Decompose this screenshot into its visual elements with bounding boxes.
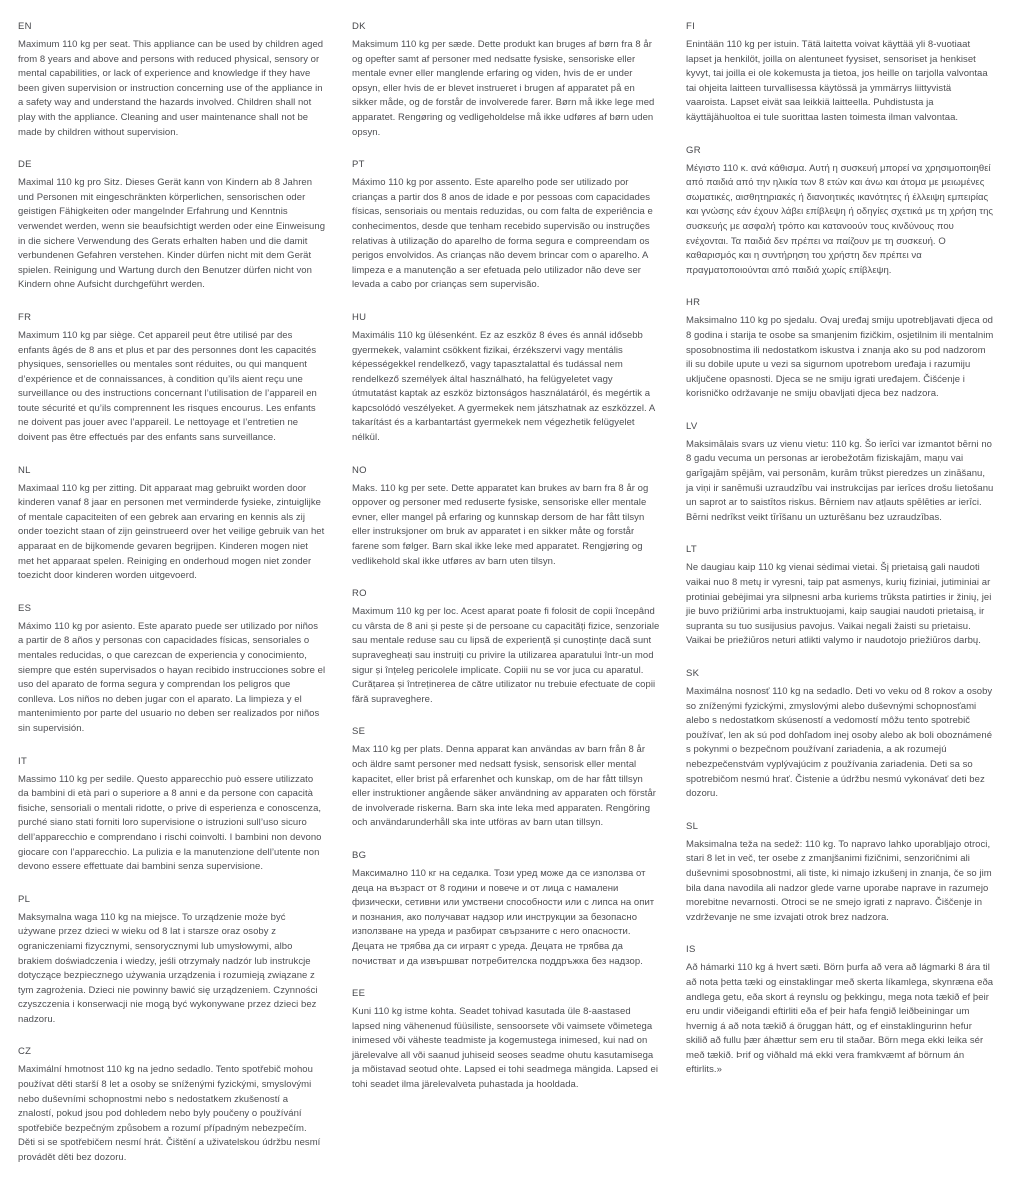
section-bg	[352, 841, 660, 969]
safety-text-fr: Maximum 110 kg par siège. Cet appareil peut être utilisé par des enfants âgés de 8 ans et plus et par des personnes dont les capacités physiques, sensorielles ou mentales sont réduites, ou qui manquent d’expérience et de connaissances, à condition qu’ils aient reçu une surveillance ou des instructions concernant l’utilisation de l’appareil en toute sécurité et qu’ils comprennent les risques encourus. Les enfants ne doivent pas jouer avec l’appareil. Le nettoyage et l’entretien ne doivent pas être effectués par des enfants sans surveillance.	[18, 329, 317, 444]
section-sl	[686, 812, 994, 926]
section-lt	[686, 535, 994, 649]
section-de	[18, 150, 326, 293]
language-code-fr: FR	[18, 311, 32, 323]
section-no	[352, 456, 660, 570]
column-3	[686, 12, 994, 1176]
safety-text-se: Max 110 kg per plats. Denna apparat kan användas av barn från 8 år och äldre samt personer med nedsatt fysisk, sensorisk eller mental kapacitet, eller brist på erfarenhet och kunskap, om de har fått tillsyn eller instruktioner angående säker användning av apparaten och förstår de involverade riskerna. Barn ska inte leka med apparaten. Rengöring och användarunderhåll ska inte utföras av barn utan tillsyn.	[352, 744, 656, 829]
section-fr	[18, 303, 326, 446]
safety-text-de: Maximal 110 kg pro Sitz. Dieses Gerät kann von Kindern ab 8 Jahren und Personen mit eingeschränkten körperlichen, sensorischen oder geistigen Fähigkeiten oder mangelnder Erfahrung und Kenntnis verwendet werden, wenn sie beaufsichtigt werden oder eine Einweisung in die sichere Verwendung des Gerats erhalten haben und die damit verbundenen Gefahren verstehen. Kinder dürfen nicht mit dem Gerät spielen. Reinigung und Wartung durch den Benutzer dürfen nicht von Kindern ohne Aufsicht durchgeführt werden.	[18, 177, 326, 291]
safety-text-pl: Maksymalna waga 110 kg na miejsce. To urządzenie może być używane przez dzieci w wieku od 8 lat i starsze oraz osoby z ograniczeniami fizycznymi, sensorycznymi lub umysłowymi, albo brakiem doświadczenia i wiedzy, jeśli otrzymały nadzór lub instrukcje dotyczące bezpiecznego używania urządzenia i rozumieją związane z tym zagrożenia. Dzieci nie powinny bawić się urządzeniem. Czynności czyszczenia i konserwacji nie mogą być wykonywane przez dzieci bez nadzoru.	[18, 911, 318, 1025]
safety-text-pt: Máximo 110 kg por assento. Este aparelho pode ser utilizado por crianças a partir dos 8 anos de idade e por pessoas com capacidades físicas, sensoriais ou mentais reduzidas, ou com falta de experiência e conhecimentos, desde que tenham recebido supervisão ou instruções relativas à utilização do aparelho de forma segura e compreendam os perigos envolvidos. As crianças não devem brincar com o aparelho. A limpeza e a manutenção a ser efetuada pelo utilizador não deve ser levada a cabo por crianças sem supervisão.	[352, 177, 653, 291]
safety-text-ro: Maximum 110 kg per loc. Acest aparat poate fi folosit de copii începând cu vârsta de 8 ani și peste și de persoane cu capacități fizice, senzoriale sau mentale reduse sau cu lipsă de experiență și cunoștințe dacă sunt supravegheați sau instruiți cu privire la utilizarea aparatului într-un mod sigur și înțeleg pericolele implicate. Copiii nu se vor juca cu aparatul. Curățarea și întreținerea de către utilizator nu trebuie efectuate de copii fără supraveghere.	[352, 606, 660, 705]
language-code-nl: NL	[18, 464, 31, 476]
language-code-gr: GR	[686, 144, 701, 156]
column-1	[18, 12, 326, 1176]
section-pl	[18, 885, 326, 1028]
language-code-it: IT	[18, 755, 28, 767]
language-code-de: DE	[18, 159, 32, 171]
safety-text-cz: Maximální hmotnost 110 kg na jedno sedadlo. Tento spotřebič mohou používat děti starší 8 let a osoby se sníženými fyzickými, smyslovými nebo duševními schopnostmi nebo s nedostatkem zkušeností a znalostí, pokud jsou pod dohledem nebo byly poučeny o používání spotřebiče bezpečným způsobem a rozumí případným nebezpečím. Děti si se spotřebičem nesmí hrát. Čištění a uživatelskou údržbu nesmí provádět děti bez dozoru.	[18, 1064, 321, 1164]
section-lv	[686, 412, 994, 526]
language-code-pl: PL	[18, 893, 31, 905]
safety-text-bg: Максимално 110 кг на седалка. Този уред може да се използва от деца на възраст от 8 години и повече и от лица с намалени физически, сетивни или умствени способности или с липса на опит и познания, ако получават надзор или инструкции за безопасно използване на уреда и разбират свързаните с него опасности. Децата не трябва да си играят с уреда. Децата не трябва да почистват и да извършват потребителска поддръжка без надзор.	[352, 867, 655, 967]
section-es	[18, 594, 326, 737]
section-se	[352, 717, 660, 831]
safety-text-it: Massimo 110 kg per sedile. Questo apparecchio può essere utilizzato da bambini di età pari o superiore a 8 anni e da persone con capacità fisiche, sensoriali o mentali ridotte, o prive di esperienza e conoscenza, purché siano stati forniti loro supervisione o istruzioni sull’uso sicuro dell’apparecchio e comprendano i rischi coinvolti. I bambini non devono giocare con l’apparecchio. La pulizia e la manutenzione dell’utente non devono essere effettuate dai bambini senza supervisione.	[18, 773, 322, 873]
language-code-se: SE	[352, 726, 366, 738]
section-dk	[352, 12, 660, 140]
section-ee	[352, 979, 660, 1093]
safety-text-dk: Maksimum 110 kg per sæde. Dette produkt kan bruges af børn fra 8 år og opefter samt af personer med nedsatte fysiske, sensoriske eller mentale evner eller manglende erfaring og viden, hvis de er under opsyn, eller hvis de er blevet instrueret i brugen af apparatet på en sikker måde, og de forstår de involverede farer. Børn må ikke lege med apparatet. Rengøring og vedligeholdelse må ikke udføres af børn uden opsyn.	[352, 39, 655, 138]
section-it	[18, 747, 326, 875]
language-code-no: NO	[352, 464, 367, 476]
safety-text-hu: Maximális 110 kg ülésenként. Ez az eszköz 8 éves és annál idősebb gyermekek, valamint csökkent fizikai, érzékszervi vagy mentális képességekkel rendelkező, vagy tapasztalattal és tudással nem rendelkező személyek által használható, ha felügyeletet vagy útmutatást kaptak az eszköz biztonságos használatáról, és megértik a kapcsolódó veszélyeket. A gyermekek nem játszhatnak az eszközzel. A takarítást és a karbantartást gyermekek nem végezhetik felügyelet nélkül.	[352, 329, 655, 444]
column-2	[352, 12, 660, 1176]
safety-text-is: Að hámarki 110 kg á hvert sæti. Börn þurfa að vera að lágmarki 8 ára til að nota þetta tæki og einstaklingar með skerta líkamlega, skynræna eða andlega getu, eða skort á reynslu og þekkingu, mega nota tækið ef þeir eru undir viðeigandi eftirliti eða ef þeir hafa fengið leiðbeiningar um hvernig á að nota tækið á öruggan hátt, og ef einstaklingurinn hefur skilið að fullu þær áhættur sem eru til staðar. Börn mega ekki leika sér með tækið. Þrif og viðhald má ekki vera framkvæmt af börnum án eftirlits.»	[686, 962, 994, 1076]
safety-text-lt: Ne daugiau kaip 110 kg vienai sėdimai vietai. Šį prietaisą gali naudoti vaikai nuo 8 metų ir vyresni, taip pat asmenys, kurių fiziniai, jutiminiai ar protiniai gebėjimai yra silpnesni arba kuriems trūksta patirties ir žinių, jei jie buvo prižiūrimi arba instruktuojami, kaip saugiai naudoti prietaisą, ir supranta su tuo susijusius pavojus. Vaikai negali žaisti su prietaisu. Vaikai be priežiūros neturi atlikti valymo ir naudotojo priežiūros darbų.	[686, 562, 992, 647]
safety-text-sl: Maksimalna teža na sedež: 110 kg. To napravo lahko uporabljajo otroci, stari 8 let in več, ter osebe z zmanjšanimi fizičnimi, senzoričnimi ali duševnimi sposobnostmi, ali tiste, ki nimajo izkušenj in znanja, če so jim bila dana navodila ali nadzor glede varne uporabe naprave in razumejo morebitne nevarnosti. Otroci se ne smejo igrati z napravo. Čiščenje in vzdrževanje ne sme izvajati otrok brez nadzora.	[686, 838, 992, 923]
section-hu	[352, 303, 660, 446]
section-en	[18, 12, 326, 140]
language-code-cz: CZ	[18, 1046, 32, 1058]
language-code-sk: SK	[686, 668, 700, 679]
language-code-hu: HU	[352, 311, 367, 323]
safety-text-gr: Μέγιστο 110 κ. ανά κάθισμα. Αυτή η συσκευή μπορεί να χρησιμοποιηθεί από παιδιά από την ηλικία των 8 ετών και άνω και άτομα με μειωμένες σωματικές, αισθητηριακές ή διανοητικές ικανότητες ή έλλειψη εμπειρίας και γνώσης εάν έχουν λάβει επίβλεψη ή οδηγίες σχετικά με τη χρήση της συσκευής με ασφαλή τρόπο και κατανοούν τους κινδύνους που ενέχονται. Τα παιδιά δεν πρέπει να παίζουν με τη συσκευή. Ο καθαρισμός και η συντήρηση του χρήστη δεν πρέπει να πραγματοποιούνται από παιδιά χωρίς επίβλεψη.	[686, 162, 994, 276]
section-fi	[686, 12, 994, 126]
section-is	[686, 935, 994, 1078]
safety-text-es: Máximo 110 kg por asiento. Este aparato puede ser utilizado por niños a partir de 8 años y personas con capacidades físicas, sensoriales o mentales reducidas, o que carezcan de experiencia y conocimiento, siempre que estén supervisados o hayan recibido instrucciones sobre el uso del aparato de forma segura y comprendan los peligros que conlleva. Los niños no deben jugar con el aparato. La limpieza y el mantenimiento por parte del usuario no deben ser realizados por niños sin supervisión.	[18, 620, 326, 734]
language-code-sl: SL	[686, 820, 699, 832]
language-code-is: IS	[686, 944, 696, 956]
safety-text-ee: Kuni 110 kg istme kohta. Seadet tohivad kasutada üle 8-aastased lapsed ning vähenenud füüsiliste, sensoorsete või vaimsete võimetega inimesed või väheste teadmiste ja kogemustega inimesed, kui nad on järelevalve all või saanud juhiseid seoses seadme ohutu kasutamisega ja mõistavad seotud ohte. Lapsed ei tohi seadmega mängida. Lapsed ei tohi seadet ilma järelevalveta puhastada ja hooldada.	[352, 1006, 659, 1091]
section-sk	[686, 659, 994, 802]
section-pt	[352, 150, 660, 293]
safety-text-lv: Maksimālais svars uz vienu vietu: 110 kg. Šo ierīci var izmantot bērni no 8 gadu vecuma un personas ar ierobežotām fiziskajām, maņu vai garīgajām spējām, vai personām, kurām trūkst pieredzes un zināšanu, ja viņi ir sanēmuši uzraudzību vai instrukcijas par ierīces drošu lietošanu un saprot ar to saistītos riskus. Bērniem nav atļauts spēlēties ar ierīci. Bērni nedrīkst veikt tīrīšanu un uzturēšanu bez uzraudzības.	[686, 438, 994, 523]
language-code-lv: LV	[686, 420, 698, 432]
section-ro	[352, 579, 660, 707]
language-code-en: EN	[18, 21, 32, 32]
language-code-hr: HR	[686, 297, 701, 309]
language-code-fi: FI	[686, 21, 696, 32]
section-cz	[18, 1037, 326, 1165]
language-code-pt: PT	[352, 159, 365, 171]
safety-text-fi: Enintään 110 kg per istuin. Tätä laitetta voivat käyttää yli 8-vuotiaat lapset ja henkilöt, joilla on alentuneet fyysiset, sensoriset ja henkiset kyvyt, tai joilla ei ole kokemusta ja tietoa, jos heille on tarjolla valvontaa tai ohjeita laitteen turvallisessa käytössä ja ymmärrys liittyvistä vaaroista. Lapset eivät saa leikkiä laitteella. Puhdistusta ja käyttäjähuoltoa ei tule suorittaa lasten toimesta ilman valvontaa.	[686, 39, 988, 123]
safety-text-nl: Maximaal 110 kg per zitting. Dit apparaat mag gebruikt worden door kinderen vanaf 8 jaar en personen met verminderde fysieke, zintuiglijke of mentale capaciteiten of een gebrek aan ervaring en kennis als zij onder toezicht staan of zijn geinstrueerd over het veilige gebruik van het apparaat en de bijkomende gevaren begrijpen. Kinderen mogen niet met het apparaat spelen. Reiniging en onderhoud mogen niet zonder toezicht door kinderen worden uitgevoerd.	[18, 482, 325, 582]
language-code-ro: RO	[352, 588, 367, 600]
safety-text-hr: Maksimalno 110 kg po sjedalu. Ovaj uređaj smiju upotrebljavati djeca od 8 godina i starija te osobe sa smanjenim fizičkim, osjetilnim ili mentalnim sposobnostima ili nedostatkom iskustva i znanja ako su pod nadzorom ili su dobile upute u vezi sa sigurnom upotrebom uređaja i razumiju uključene opasnosti. Djeca se ne smiju igrati uređajem. Čišćenje i korisničko održavanje ne smiju obavljati djeca bez nadzora.	[686, 315, 994, 400]
safety-text-sk: Maximálna nosnosť 110 kg na sedadlo. Deti vo veku od 8 rokov a osoby so zníženými fyzickými, zmyslovými alebo duševnými schopnosťami alebo s nedostatkom skúseností a vedomostí môžu tento spotrebič používať, len ak sú pod dohľadom inej osoby alebo ak boli oboznámené s pokynmi o bezpečnom používaní zariadenia, a ak rozumejú nebezpečenstvám vyplývajúcim z používania zariadenia. Deti sa so spotrebičom nesmú hrať. Čistenie a údržbu nesmú vykonávať deti bez dozoru.	[686, 686, 993, 800]
section-gr	[686, 136, 994, 279]
language-code-es: ES	[18, 602, 32, 614]
language-code-bg: BG	[352, 849, 367, 861]
language-code-ee: EE	[352, 988, 366, 1000]
language-code-lt: LT	[686, 544, 697, 556]
language-code-dk: DK	[352, 21, 366, 32]
safety-text-no: Maks. 110 kg per sete. Dette apparatet kan brukes av barn fra 8 år og oppover og personer med reduserte fysiske, sensoriske eller mentale evner, eller mangel på erfaring og kunnskap dersom de har fått tilsyn eller instruksjoner om bruk av apparatet i en sikker måte og forstår farene som følger. Barn skal ikke leke med apparatet. Rengjøring og vedlikehold skal ikke utføres av barn uten tilsyn.	[352, 482, 649, 567]
section-nl	[18, 456, 326, 584]
section-hr	[686, 288, 994, 402]
safety-text-en: Maximum 110 kg per seat. This appliance can be used by children aged from 8 years and above and persons with reduced physical, sensory or mental capabilities, or lack of experience and knowledge if they have been given supervision or instruction concerning use of the appliance in a safety way and understand the hazards involved. Children shall not play with the appliance. Cleaning and user maintenance shall not be made by children without supervision.	[18, 39, 324, 138]
